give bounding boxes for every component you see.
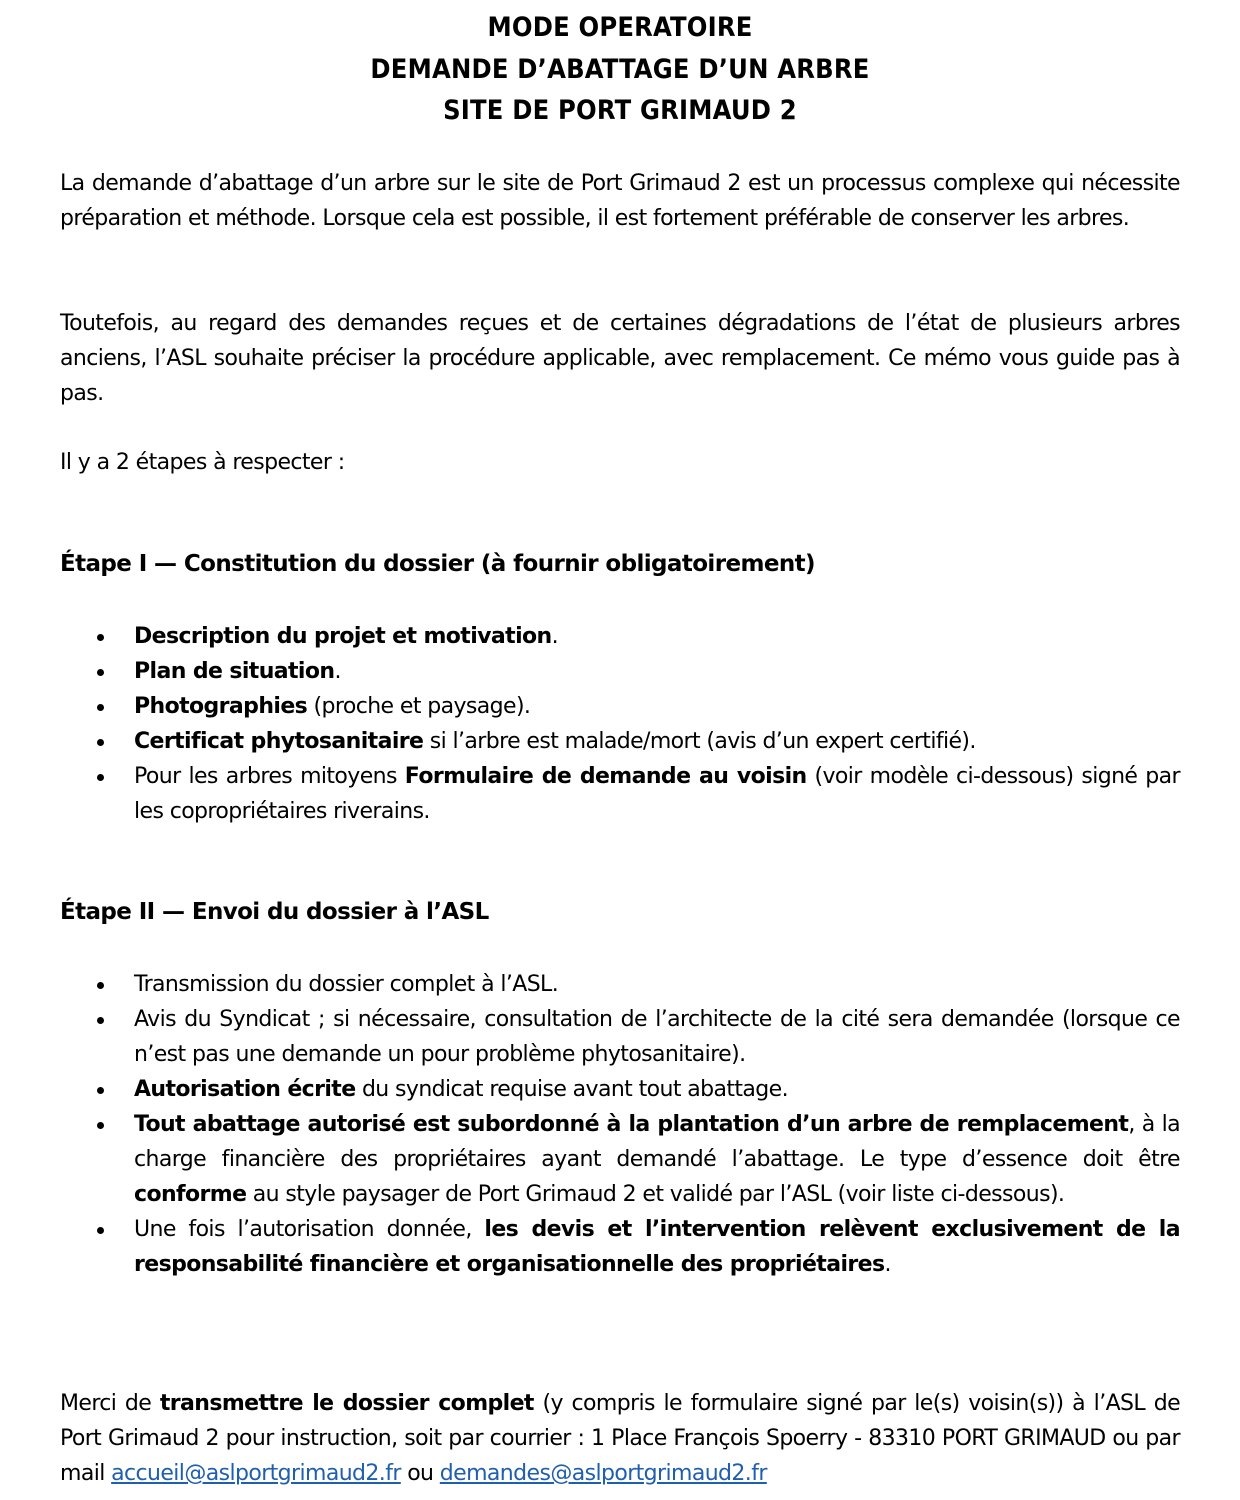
title-line-3: SITE DE PORT GRIMAUD 2	[443, 95, 797, 126]
step2-list	[60, 967, 1180, 1282]
list-item: Description du projet et motivation.	[60, 619, 1180, 654]
list-item: Certificat phytosanitaire si l’arbre est malade/mort (avis d’un expert certifié).	[60, 724, 1180, 759]
list-item: Tout abattage autorisé est subordonné à la plantation d’un arbre de remplacement, à la charge financière des propriétaires ayant demandé l’abattage. Le type d’essence doit être conforme au style paysager de Port Grimaud 2 et validé par l’ASL (voir liste ci-dessous).	[60, 1107, 1180, 1212]
list-item: Photographies (proche et paysage).	[60, 689, 1180, 724]
bullet-icon	[97, 774, 104, 781]
bullet-icon	[97, 1017, 104, 1024]
intro-paragraph-2: Toutefois, au regard des demandes reçues et de certaines dégradations de l’état de plusieurs arbres anciens, l’ASL souhaite préciser la procédure applicable, avec remplacement. Ce mémo vous guide pas à pas.	[60, 311, 1180, 406]
bullet-icon	[97, 704, 104, 711]
bullet-icon	[97, 634, 104, 641]
list-item: Autorisation écrite du syndicat requise avant tout abattage.	[60, 1072, 1180, 1107]
intro-paragraph-1: La demande d’abattage d’un arbre sur le site de Port Grimaud 2 est un processus complexe qui nécessite préparation et méthode. Lorsque cela est possible, il est fortement préférable de conserver les arbres.	[60, 171, 1180, 231]
bullet-icon	[97, 669, 104, 676]
step1-list	[60, 619, 1180, 829]
list-item: Une fois l’autorisation donnée, les devis et l’intervention relèvent exclusivement de la responsabilité financière et organisationnelle des propriétaires.	[60, 1212, 1180, 1282]
bullet-icon	[97, 1087, 104, 1094]
list-item: Avis du Syndicat ; si nécessaire, consultation de l’architecte de la cité sera demandée (lorsque ce n’est pas une demande un pour problème phytosanitaire).	[60, 1002, 1180, 1072]
list-item: Transmission du dossier complet à l’ASL.	[60, 967, 1180, 1002]
list-item: Plan de situation.	[60, 654, 1180, 689]
bullet-icon	[97, 739, 104, 746]
list-item: Pour les arbres mitoyens Formulaire de demande au voisin (voir modèle ci-dessous) signé par les copropriétaires riverains.	[60, 759, 1180, 829]
bullet-icon	[97, 1122, 104, 1129]
bullet-icon	[97, 982, 104, 989]
email-link-accueil[interactable]: accueil@aslportgrimaud2.fr	[111, 1461, 401, 1486]
email-link-demandes[interactable]: demandes@aslportgrimaud2.fr	[439, 1461, 767, 1486]
step2-heading: Étape II — Envoi du dossier à l’ASL	[60, 899, 489, 925]
step1-heading: Étape I — Constitution du dossier (à fournir obligatoirement)	[60, 551, 815, 577]
title-line-2: DEMANDE D’ABATTAGE D’UN ARBRE	[370, 54, 870, 85]
bullet-icon	[97, 1227, 104, 1234]
closing-paragraph: Merci de transmettre le dossier complet (y compris le formulaire signé par le(s) voisin(s)) à l’ASL de Port Grimaud 2 pour instruction, soit par courrier : 1 Place François Spoerry - 83310 PORT GRIMAUD ou par mail accueil@aslportgrimaud2.fr ou demandes@aslportgrimaud2.fr	[60, 1391, 1180, 1486]
title-line-1: MODE OPERATOIRE	[487, 12, 753, 43]
intro-steps-count: Il y a 2 étapes à respecter :	[60, 450, 345, 475]
